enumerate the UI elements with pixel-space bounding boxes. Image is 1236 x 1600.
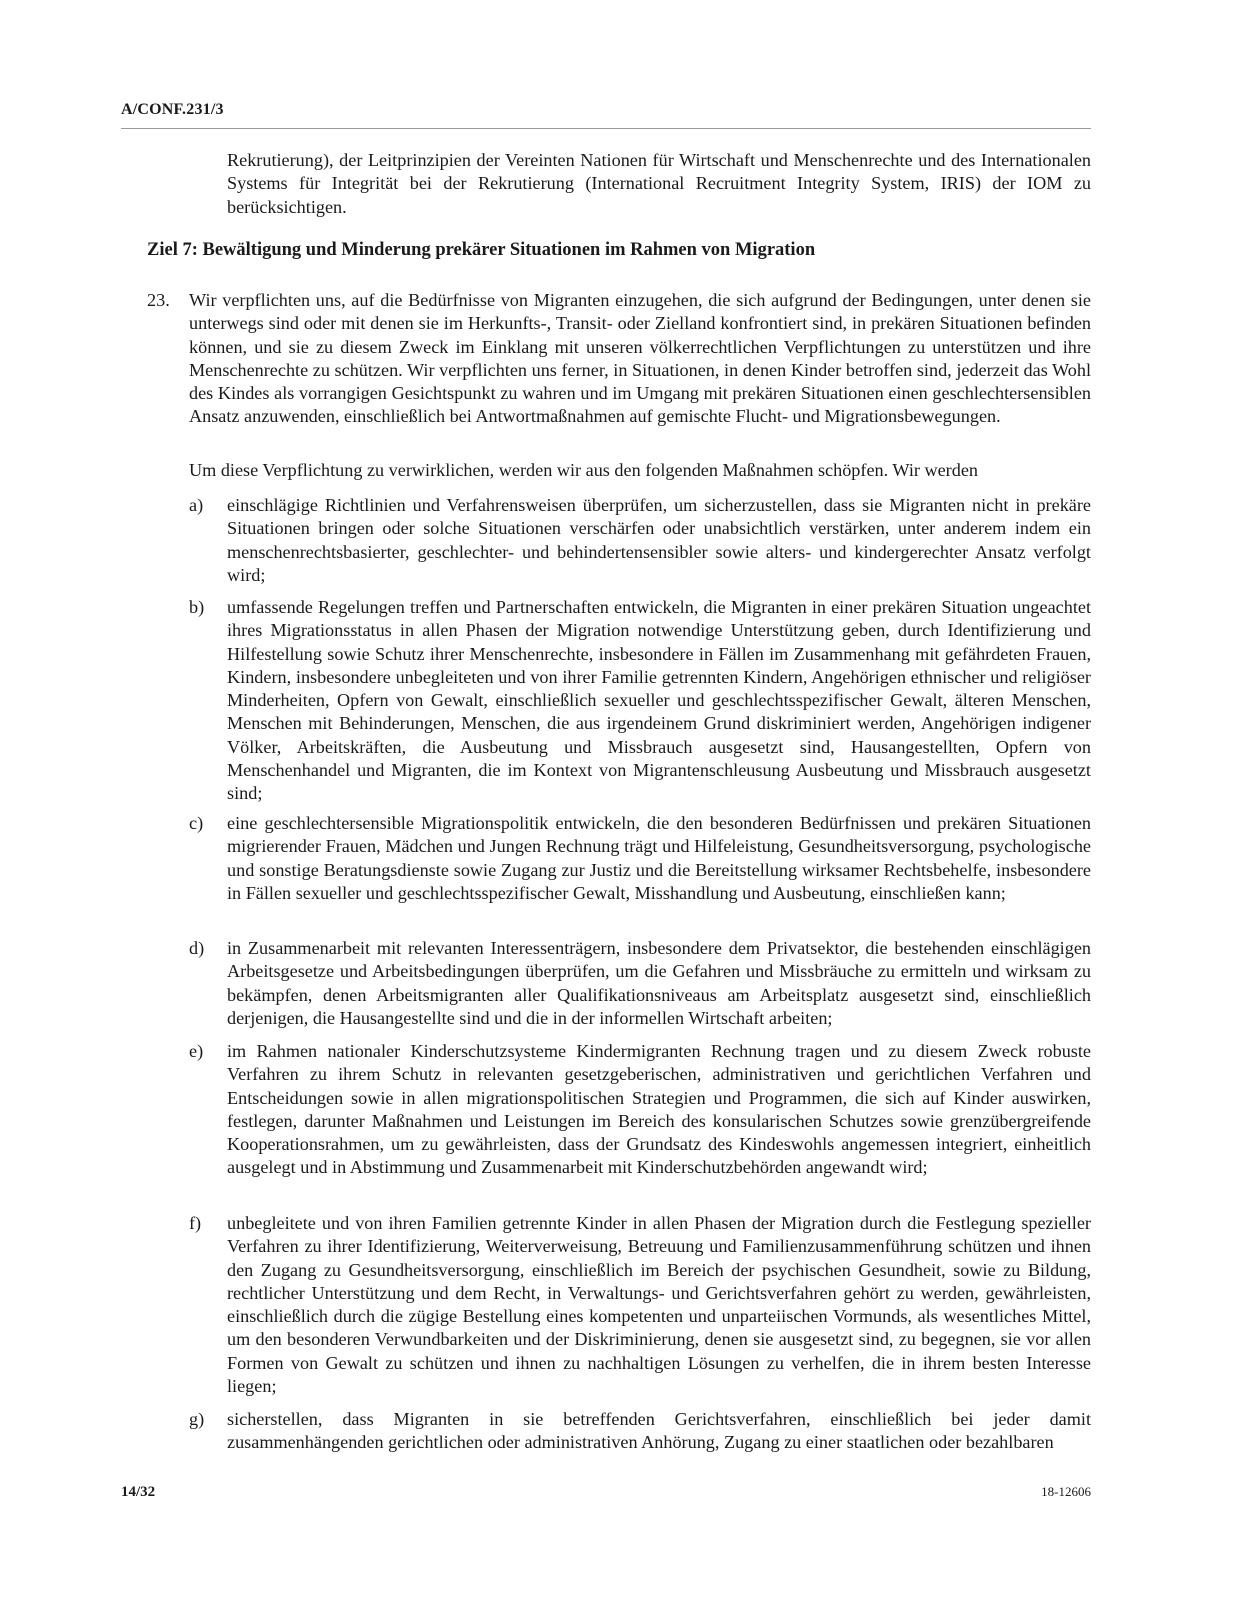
list-item-letter: d)	[189, 938, 205, 958]
list-item-text: einschlägige Richtlinien und Verfahrensweisen überprüfen, um sicherzustellen, dass sie Migranten nicht in prekäre Situationen bringen oder solche Situationen verschärfen oder unabsichtlich verstärken, unter anderem indem ein menschenrechtsbasierter, geschlechter- und behindertensensibler sowie alters- und kindergerechter Ansatz verfolgt wird;	[227, 495, 1091, 585]
intro-continuation-text: Rekrutierung), der Leitprinzipien der Vereinten Nationen für Wirtschaft und Menschenrechte und des Internationalen Systems für Integrität bei der Rekrutierung (International Recruitment Integrity System, IRIS) der IOM zu berücksichtigen.	[227, 150, 1091, 217]
list-item-letter: a)	[189, 495, 204, 515]
list-item-text: umfassende Regelungen treffen und Partnerschaften entwickeln, die Migranten in einer prekären Situation ungeachtet ihres Migrationsstatus in allen Phasen der Migration notwendige Unterstützung geben, durch Identifizierung und Hilfestellung sowie Schutz ihrer Menschenrechte, insbesondere in Fällen im Zusammenhang mit gefährdeten Frauen, Kindern, insbesondere unbegleiteten und von ihrer Familie getrennten Kindern, Angehörigen ethnischer und religiöser Minderheiten, Opfern von Gewalt, einschließlich sexueller und geschlechtsspezifischer Gewalt, älteren Menschen, Menschen mit Behinderungen, Menschen, die aus irgendeinem Grund diskriminiert werden, Angehörigen indigener Völker, Arbeitskräften, die Ausbeutung und Missbrauch ausgesetzt sind, Hausangestellten, Opfern von Menschenhandel und Migranten, die im Kontext von Migrantenschleusung Ausbeutung und Missbrauch ausgesetzt sind;	[227, 597, 1091, 804]
list-item-text: unbegleitete und von ihren Familien getrennte Kinder in allen Phasen der Migration durch die Festlegung spezieller Verfahren zu ihrer Identifizierung, Weiterverweisung, Betreuung und Familienzusammenführung schützen und ihnen den Zugang zu Gesundheitsversorgung, einschließlich im Bereich der psychischen Gesundheit, sowie zu Bildung, rechtlicher Unterstützung und dem Recht, in Verwaltungs- und Gerichtsverfahren gehört zu werden, gewährleisten, einschließlich durch die zügige Bestellung eines kompetenten und unparteiischen Vormunds, als wesentliches Mittel, um den besonderen Verwundbarkeiten und der Diskriminierung, denen sie ausgesetzt sind, zu begegnen, sie vor allen Formen von Gewalt zu schützen und ihnen zu nachhaltigen Lösungen zu verhelfen, die in ihrem besten Interesse liegen;	[227, 1213, 1091, 1397]
paragraph-number: 23.	[147, 290, 170, 310]
document-number: 18-12606	[1041, 1484, 1091, 1499]
list-item-text: in Zusammenarbeit mit relevanten Interessenträgern, insbesondere dem Privatsektor, die bestehenden einschlägigen Arbeitsgesetze und Arbeitsbedingungen überprüfen, um die Gefahren und Missbräuche zu ermitteln und wirksam zu bekämpfen, denen Arbeitsmigranten aller Qualifikationsniveaus am Arbeitsplatz ausgesetzt sind, einschließlich derjenigen, die Hausangestellte sind und die in der informellen Wirtschaft arbeiten;	[227, 938, 1091, 1028]
list-item-letter: e)	[189, 1041, 204, 1061]
list-item-letter: c)	[189, 813, 204, 833]
list-item-text: eine geschlechtersensible Migrationspolitik entwickeln, die den besonderen Bedürfnissen und prekären Situationen migrierender Frauen, Mädchen und Jungen Rechnung trägt und Hilfeleistung, Gesundheitsversorgung, psychologische und sonstige Beratungsdienste sowie Zugang zur Justiz und die Bereitstellung wirksamer Rechtsbehelfe, insbesondere in Fällen sexueller und geschlechtsspezifischer Gewalt, Misshandlung und Ausbeutung, einschließen kann;	[227, 813, 1091, 903]
list-item-letter: b)	[189, 597, 205, 617]
list-item-letter: f)	[189, 1213, 202, 1233]
paragraph-lead-in: Um diese Verpflichtung zu verwirklichen, werden wir aus den folgenden Maßnahmen schöpfen. Wir werden	[189, 460, 978, 480]
document-symbol: A/CONF.231/3	[121, 101, 224, 118]
list-item-text: sicherstellen, dass Migranten in sie betreffenden Gerichtsverfahren, einschließlich bei jeder damit zusammenhängenden gerichtlichen oder administrativen Anhörung, Zugang zu einer staatlichen oder bezahlbaren	[227, 1409, 1091, 1453]
list-item-text: im Rahmen nationaler Kinderschutzsysteme Kindermigranten Rechnung tragen und zu diesem Zweck robuste Verfahren zu ihrem Schutz in relevanten gesetzgeberischen, administrativen und gerichtlichen Verfahren und Entscheidungen sowie in allen migrationspolitischen Strategien und Programmen, die sich auf Kinder auswirken, festlegen, darunter Maßnahmen und Leistungen im Bereich des konsularischen Schutzes sowie grenzübergreifende Kooperationsrahmen, um zu gewährleisten, dass der Grundsatz des Kindeswohls angemessen integriert, einheitlich ausgelegt und in Abstimmung und Zusammenarbeit mit Kinderschutzbehörden angewandt wird;	[227, 1041, 1091, 1178]
list-item-letter: g)	[189, 1409, 205, 1429]
goal-heading: Ziel 7: Bewältigung und Minderung prekärer Situationen im Rahmen von Migration	[147, 240, 816, 260]
page-number: 14/32	[121, 1484, 156, 1500]
paragraph-text: Wir verpflichten uns, auf die Bedürfnisse von Migranten einzugehen, die sich aufgrund der Bedingungen, unter denen sie unterwegs sind oder mit denen sie im Herkunfts-, Transit- oder Zielland konfrontiert sind, in prekären Situationen befinden können, und sie zu diesem Zweck im Einklang mit unseren völkerrechtlichen Verpflichtungen zu unterstützen und ihre Menschenrechte zu schützen. Wir verpflichten uns ferner, in Situationen, in denen Kinder betroffen sind, jederzeit das Wohl des Kindes als vorrangigen Gesichtspunkt zu wahren und im Umgang mit prekären Situationen einen geschlechtersensiblen Ansatz anzuwenden, einschließlich bei Antwortmaßnahmen auf gemischte Flucht- und Migrationsbewegungen.	[189, 290, 1091, 427]
header-divider	[121, 128, 1091, 129]
